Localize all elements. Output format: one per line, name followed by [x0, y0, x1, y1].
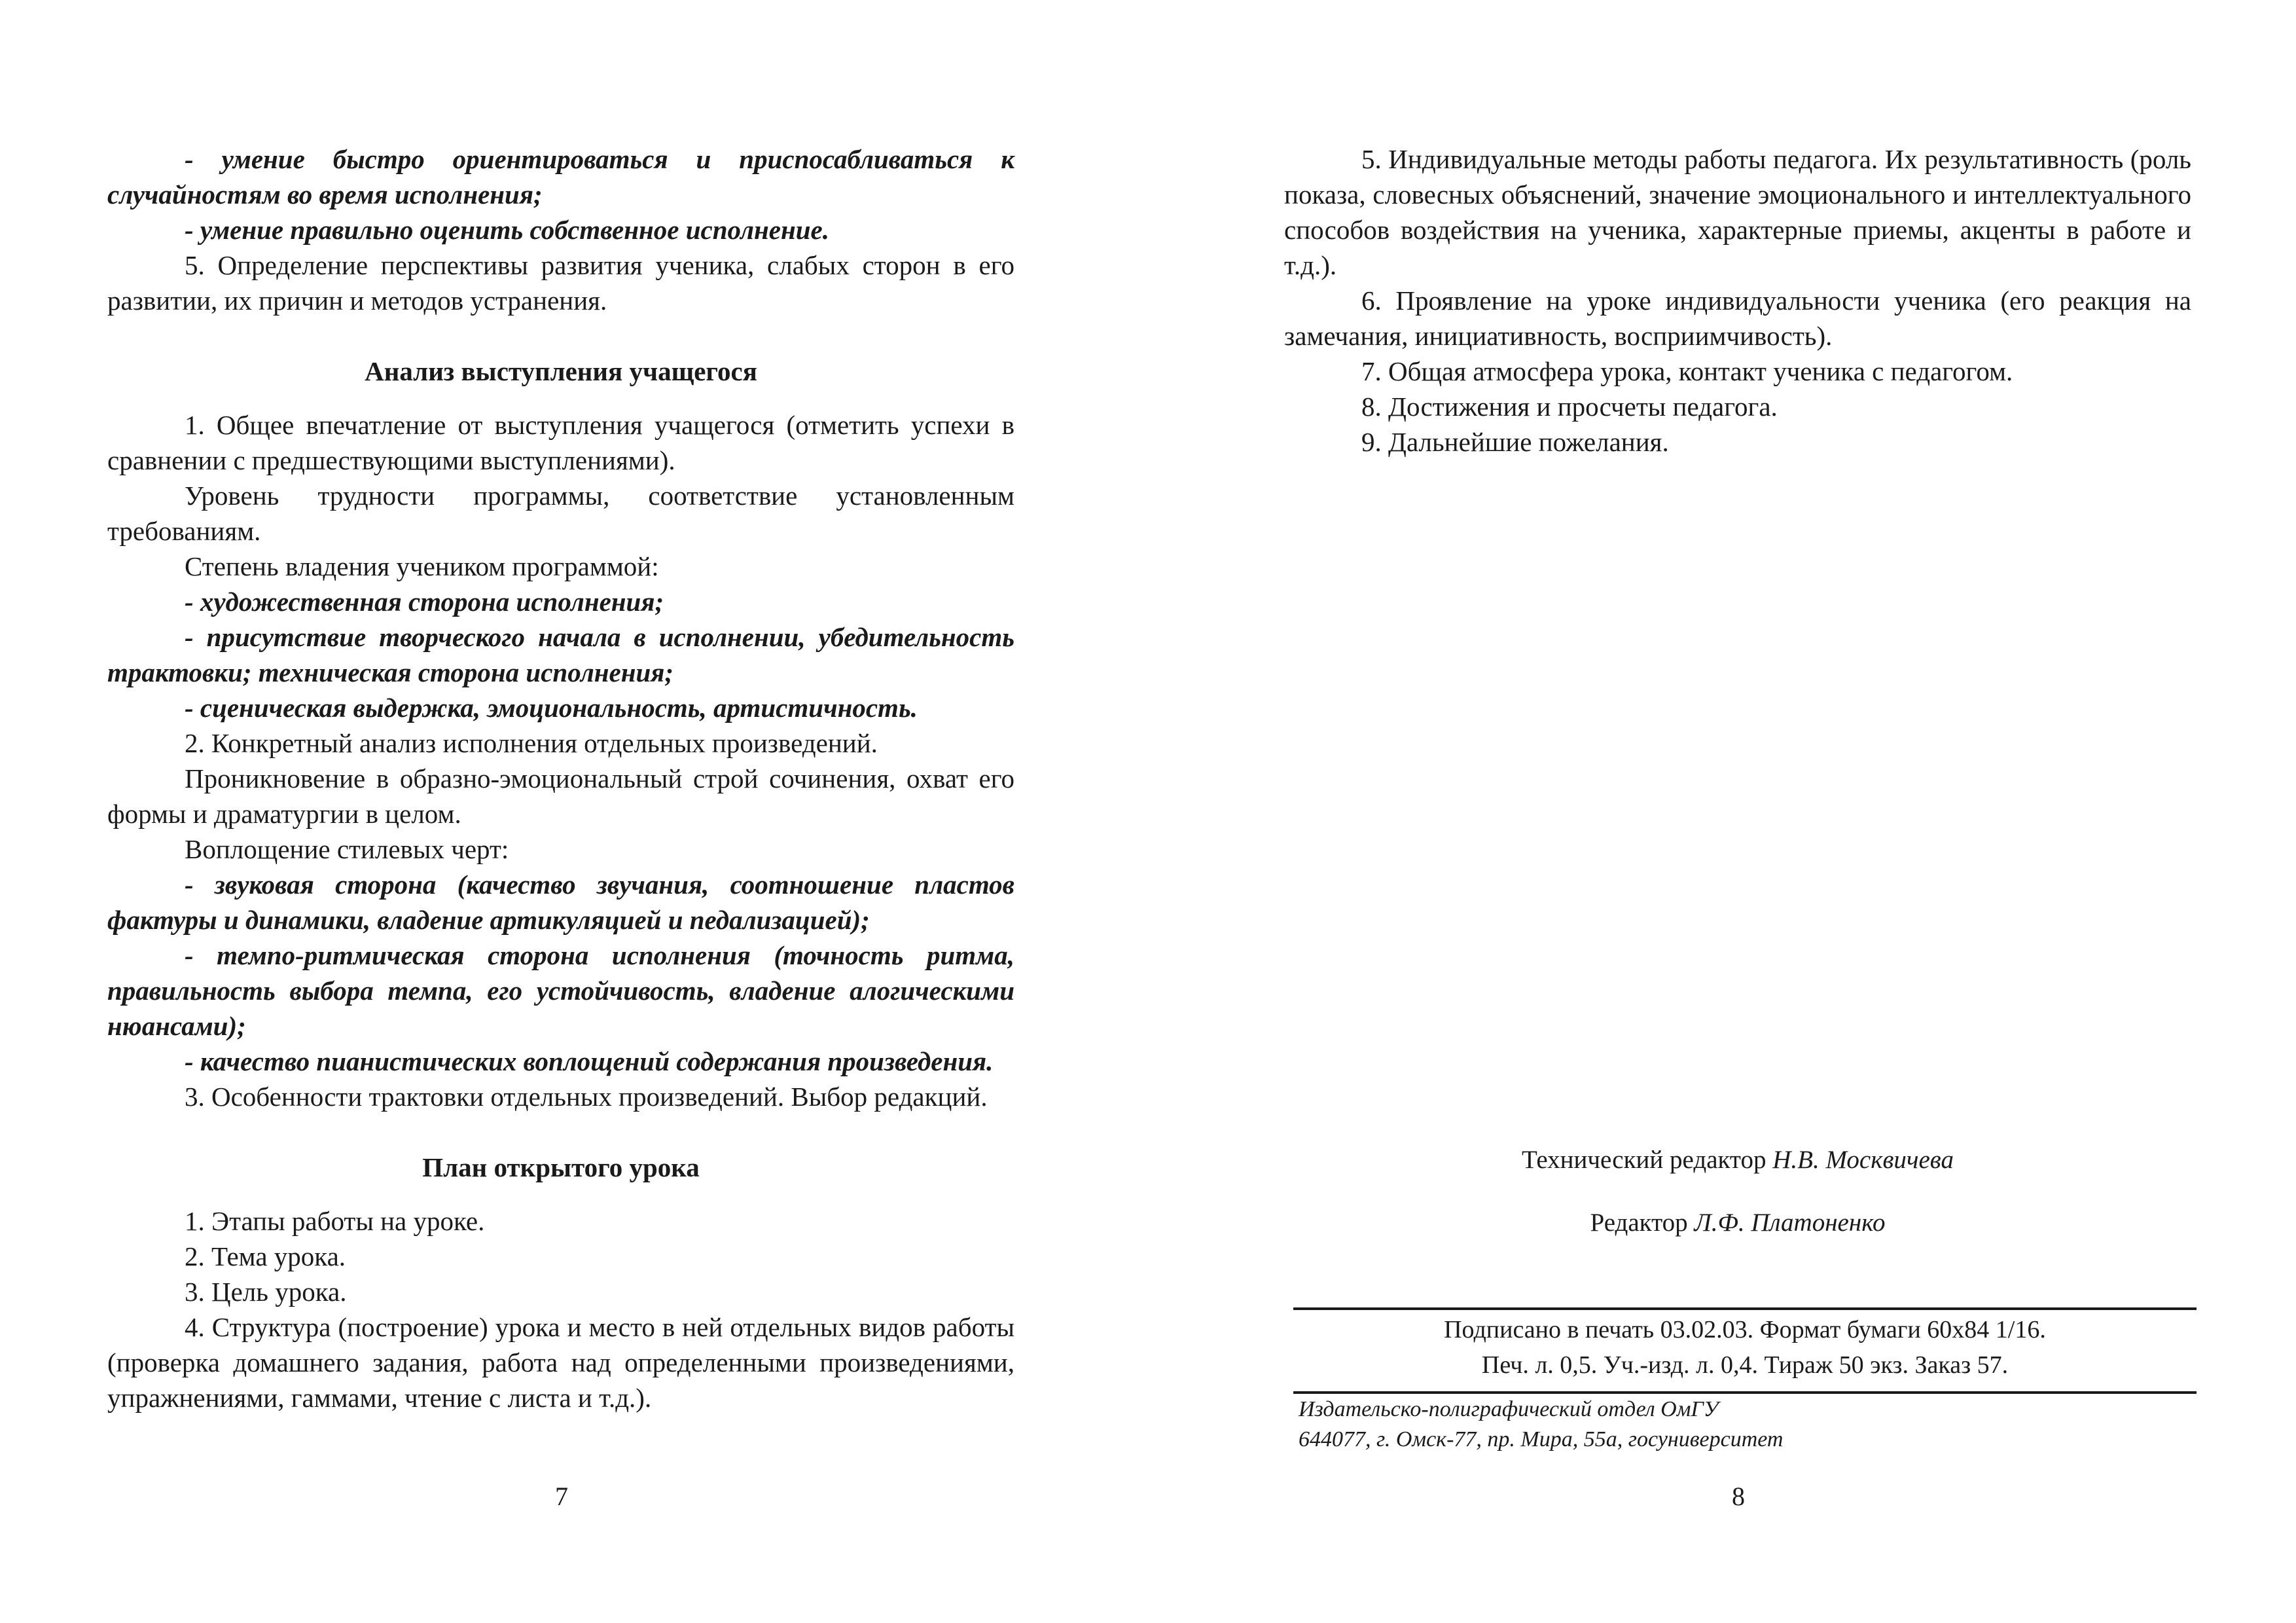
paragraph: Воплощение стилевых черт: — [185, 834, 509, 864]
paragraph: 5. Индивидуальные методы работы педагога. Их результативность (роль показа, словесных объяснений, значение эмоционального и интеллектуального способов воздействия на ученика, характерные приемы, акценты в работе и т.д.). — [1284, 144, 2191, 280]
technical-editor-name: Н.В. Москвичева — [1772, 1146, 1954, 1174]
list-item: 8. Достижения и просчеты педагога. — [1361, 392, 1778, 422]
paragraph: 4. Структура (построение) урока и место в ней отдельных видов работы (проверка домашнего задания, работа над определенными произведениями, упражнениями, гаммами, чтение с листа и т.д.). — [107, 1312, 1014, 1413]
paragraph: - художественная сторона исполнения; — [185, 587, 664, 617]
right-page — [1148, 0, 2296, 1623]
paragraph: - качество пианистических воплощений содержания произведения. — [185, 1046, 994, 1076]
paragraph: 2. Конкретный анализ исполнения отдельных произведений. — [185, 728, 878, 758]
editor-name: Л.Ф. Платоненко — [1694, 1209, 1886, 1237]
paragraph: Проникновение в образно-эмоциональный строй сочинения, охват его формы и драматургии в целом. — [107, 763, 1014, 829]
paragraph: - сценическая выдержка, эмоциональность, артистичность. — [185, 693, 918, 723]
paragraph: - умение быстро ориентироваться и приспосабливаться к случайностям во время исполнения; — [107, 144, 1014, 210]
paragraph: - присутствие творческого начала в исполнении, убедительность трактовки; техническая сторона исполнения; — [107, 622, 1014, 687]
paragraph: - умение правильно оценить собственное исполнение. — [185, 215, 830, 245]
editor-label: Редактор — [1590, 1209, 1688, 1237]
list-item: 9. Дальнейшие пожелания. — [1361, 427, 1669, 457]
paragraph: - звуковая сторона (качество звучания, соотношение пластов фактуры и динамики, владение артикуляцией и педализацией); — [107, 869, 1014, 935]
section-heading: План открытого урока — [422, 1152, 700, 1182]
technical-editor-label: Технический редактор — [1522, 1146, 1767, 1174]
paragraph: 3. Особенности трактовки отдельных произведений. Выбор редакций. — [185, 1082, 988, 1112]
imprint-line: Печ. л. 0,5. Уч.-изд. л. 0,4. Тираж 50 экз. Заказ 57. — [1481, 1351, 2009, 1379]
paragraph: Уровень трудности программы, соответствие установленным требованиям. — [107, 481, 1014, 546]
technical-editor-credit — [1284, 1144, 2191, 1176]
editor-credit — [1284, 1207, 2191, 1239]
list-item: 7. Общая атмосфера урока, контакт ученика с педагогом. — [1361, 356, 2013, 386]
divider-line — [1293, 1307, 2197, 1310]
section-heading: Анализ выступления учащегося — [365, 356, 757, 386]
page-number: 7 — [555, 1482, 568, 1511]
imprint-block — [1293, 1312, 2197, 1383]
paragraph: 5. Определение перспективы развития ученика, слабых сторон в его развитии, их причин и методов устранения. — [107, 250, 1014, 316]
paragraph: 1. Общее впечатление от выступления учащегося (отметить успехи в сравнении с предшествующими выступлениями). — [107, 410, 1014, 475]
paragraph: 6. Проявление на уроке индивидуальности ученика (его реакция на замечания, инициативность, восприимчивость). — [1284, 285, 2191, 351]
imprint-line: Подписано в печать 03.02.03. Формат бумаги 60х84 1/16. — [1444, 1316, 2046, 1343]
list-item: 1. Этапы работы на уроке. — [185, 1206, 485, 1236]
list-item: 3. Цель урока. — [185, 1277, 347, 1307]
paragraph: - темпо-ритмическая сторона исполнения (точность ритма, правильность выбора темпа, его устойчивость, владение алогическими нюансами); — [107, 940, 1014, 1041]
list-item: 2. Тема урока. — [185, 1241, 346, 1271]
publisher-block — [1299, 1395, 2202, 1455]
page-number: 8 — [1732, 1482, 1745, 1511]
divider-line — [1293, 1391, 2197, 1394]
paragraph: Степень владения учеником программой: — [185, 551, 659, 581]
publisher-line: Издательско-полиграфический отдел ОмГУ — [1299, 1397, 1719, 1421]
publisher-line: 644077, г. Омск-77, пр. Мира, 55а, госуниверситет — [1299, 1427, 1784, 1451]
right-page-body — [1284, 141, 2191, 460]
left-page-body — [107, 141, 1014, 1415]
